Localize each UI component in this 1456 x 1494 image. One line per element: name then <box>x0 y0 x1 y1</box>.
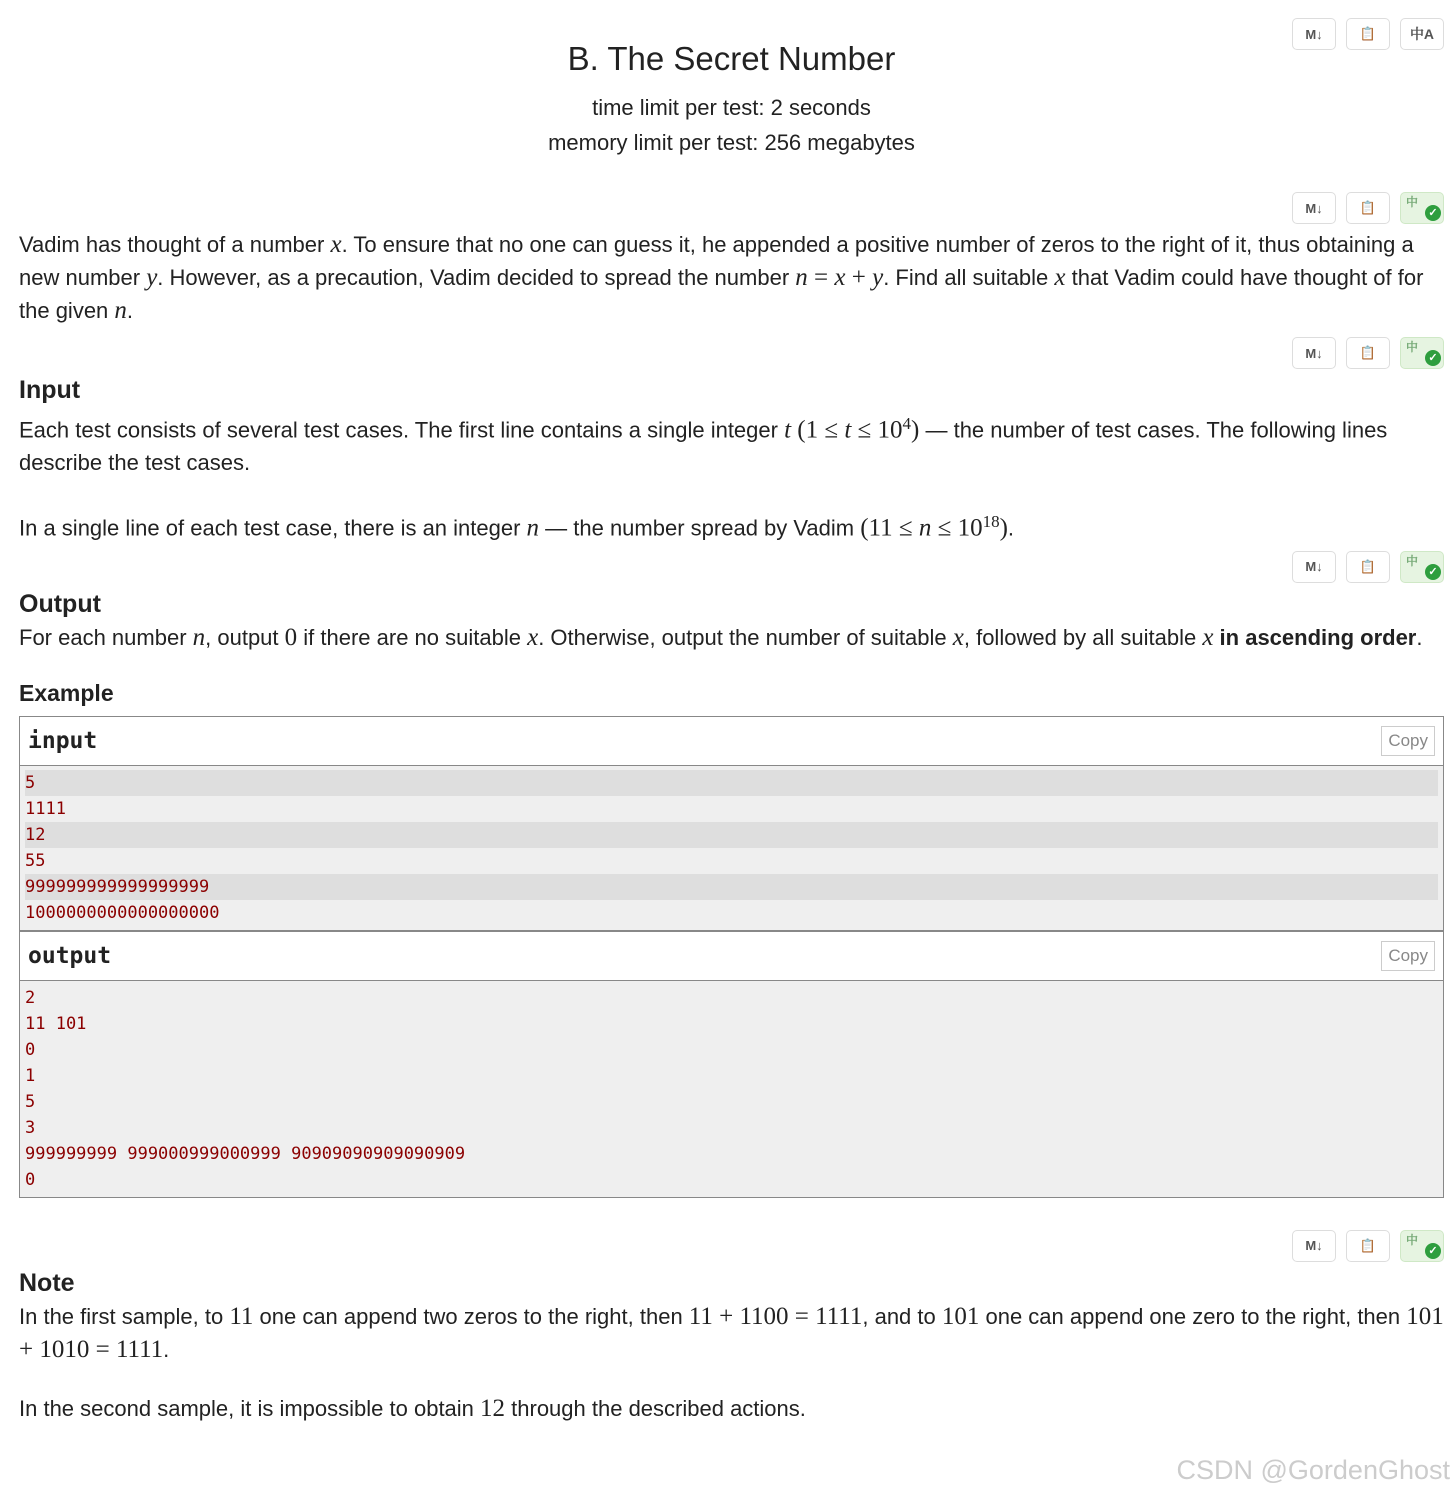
math-expression: ≤ 10 <box>851 416 903 444</box>
paragraph <box>19 505 1444 544</box>
output-line: 3 <box>25 1117 36 1138</box>
math-variable: n <box>526 514 540 542</box>
text: Each test consists of several test cases. The first line contains a single integer <box>19 417 785 443</box>
text: . <box>1416 624 1423 650</box>
sample-tests <box>19 716 1444 1198</box>
text: . However, as a precaution, Vadim decided to spread the number <box>157 265 796 290</box>
math-expression: 11 + 1100 = 1111 <box>688 1302 863 1330</box>
memory-limit: memory limit per test: 256 megabytes <box>548 130 915 155</box>
math-variable: x <box>527 623 539 651</box>
output-line: 0 <box>25 1039 36 1060</box>
problem-title: B. The Secret Number <box>567 40 896 77</box>
output-line: 2 <box>25 987 36 1008</box>
translate-button[interactable] <box>1400 18 1444 50</box>
input-line: 12 <box>25 822 1438 848</box>
text: . Find all suitable <box>883 265 1055 290</box>
markdown-button[interactable]: M↓ <box>1292 192 1336 224</box>
translate-icon: 中A <box>1409 26 1435 42</box>
clipboard-icon: 📋 <box>1359 1237 1377 1253</box>
clipboard-icon: 📋 <box>1359 558 1377 574</box>
translate-icon: 中 <box>1406 553 1419 568</box>
math-expression: 101 <box>941 1302 980 1330</box>
markdown-button[interactable]: M↓ <box>1292 1230 1336 1262</box>
copy-button[interactable] <box>1346 192 1390 224</box>
translate-icon: 中 <box>1406 1232 1419 1247</box>
note-text <box>19 1300 1444 1425</box>
note-heading: Note <box>19 1268 75 1297</box>
clipboard-icon: 📋 <box>1359 26 1377 41</box>
markdown-button[interactable]: M↓ <box>1292 337 1336 369</box>
output-line: 1 <box>25 1065 36 1086</box>
translate-icon: 中 <box>1406 195 1419 209</box>
input-line: 999999999999999999 <box>25 874 1438 900</box>
copy-button[interactable] <box>1346 551 1390 583</box>
text: that Vadim could have thought of for the given <box>19 265 1424 323</box>
text: Vadim has thought of a number <box>19 232 331 257</box>
math-variable: n <box>795 264 808 291</box>
math-expression: 12 <box>480 1394 506 1422</box>
text: For each number <box>19 624 193 650</box>
text: — the number spread by Vadim <box>539 515 861 541</box>
math-variable: x <box>834 264 846 291</box>
math-variable: y <box>146 264 158 291</box>
watermark: CSDN @GordenGhost <box>1176 1455 1450 1485</box>
translate-icon: 中 <box>1406 340 1419 354</box>
text: In a single line of each test case, there is an integer <box>19 515 527 541</box>
check-icon: ✓ <box>1425 205 1441 221</box>
math-variable: t <box>784 416 792 444</box>
paragraph <box>19 407 1444 479</box>
input-line: 5 <box>25 770 1438 796</box>
math-expression: 101 + 1010 = 1111 <box>19 1302 1444 1363</box>
paragraph <box>19 621 1444 654</box>
math-expression: = <box>807 264 835 291</box>
math-exponent: 18 <box>982 512 1000 532</box>
math-expression: 11 <box>229 1302 254 1330</box>
math-variable: x <box>1202 623 1214 651</box>
text: In the first sample, to <box>19 1303 230 1329</box>
time-limit: time limit per test: 2 seconds <box>592 95 871 120</box>
sample-input <box>20 766 1443 930</box>
text: if there are no suitable <box>297 624 528 650</box>
copy-button[interactable] <box>1346 337 1390 369</box>
output-heading: Output <box>19 589 101 618</box>
input-heading: Input <box>19 376 81 404</box>
copy-output-button[interactable]: Copy <box>1381 941 1435 971</box>
sample-input-label: input <box>28 727 98 754</box>
math-variable: x <box>1054 264 1066 291</box>
text: . Otherwise, output the number of suitable <box>538 624 953 650</box>
math-expression: + <box>845 264 873 291</box>
math-expression: ) <box>911 416 920 444</box>
math-expression: ≤ 10 <box>931 514 983 542</box>
math-variable: y <box>872 264 884 291</box>
text: — the number of test cases. The following lines describe the test cases. <box>19 417 1388 476</box>
translate-button[interactable] <box>1400 192 1444 224</box>
math-variable: x <box>952 623 964 651</box>
example-heading: Example <box>19 679 114 706</box>
check-icon: ✓ <box>1425 1243 1441 1259</box>
output-line: 999999999 999000999000999 90909090909090909 <box>25 1143 466 1164</box>
problem-statement <box>19 228 1444 327</box>
input-line: 1000000000000000000 <box>25 902 220 923</box>
text: , output <box>205 624 285 650</box>
text: . <box>1007 515 1015 541</box>
text: . To ensure that no one can guess it, he appended a positive number of zeros to the right of it, thus obtaining a new number <box>19 232 1414 290</box>
text: In the second sample, it is impossible to obtain <box>19 1395 481 1421</box>
check-icon: ✓ <box>1425 564 1441 580</box>
math-exponent: 4 <box>902 414 912 433</box>
check-icon: ✓ <box>1425 350 1441 366</box>
paragraph <box>19 228 1444 327</box>
translate-button[interactable] <box>1400 1230 1444 1262</box>
output-line: 11 101 <box>25 1013 87 1034</box>
text: . <box>163 1336 170 1362</box>
copy-button[interactable] <box>1346 1230 1390 1262</box>
sample-output <box>20 981 1443 1197</box>
translate-button[interactable] <box>1400 337 1444 369</box>
text: , and to <box>862 1303 942 1329</box>
math-variable: t <box>844 416 852 444</box>
math-variable: n <box>918 514 932 542</box>
text: through the described actions. <box>505 1395 806 1421</box>
bold-text: in ascending order <box>1213 624 1417 650</box>
markdown-button[interactable]: M↓ <box>1292 551 1336 583</box>
paragraph <box>19 1392 1444 1425</box>
sample-output-label: output <box>28 942 112 969</box>
output-line: 5 <box>25 1091 36 1112</box>
math-expression: ) <box>999 514 1008 542</box>
output-line: 0 <box>25 1169 36 1190</box>
translate-button[interactable] <box>1400 551 1444 583</box>
math-expression: 0 <box>284 623 298 651</box>
text: one can append one zero to the right, then <box>979 1303 1407 1329</box>
text: . <box>126 298 134 323</box>
copy-input-button[interactable]: Copy <box>1381 726 1435 756</box>
text: one can append two zeros to the right, then <box>253 1303 689 1329</box>
math-variable: n <box>114 297 127 324</box>
math-expression: (1 ≤ <box>791 416 845 444</box>
clipboard-icon: 📋 <box>1359 345 1377 360</box>
input-spec <box>19 407 1444 545</box>
math-variable: n <box>192 623 206 651</box>
paragraph <box>19 1300 1444 1366</box>
markdown-button[interactable]: M↓ <box>1292 18 1336 50</box>
output-spec <box>19 621 1444 654</box>
input-line: 1111 <box>25 798 66 819</box>
text: , followed by all suitable <box>963 624 1203 650</box>
input-line: 55 <box>25 850 46 871</box>
math-expression: (11 ≤ <box>860 514 919 542</box>
copy-button[interactable] <box>1346 18 1390 50</box>
clipboard-icon: 📋 <box>1359 200 1377 215</box>
math-variable: x <box>330 231 342 258</box>
